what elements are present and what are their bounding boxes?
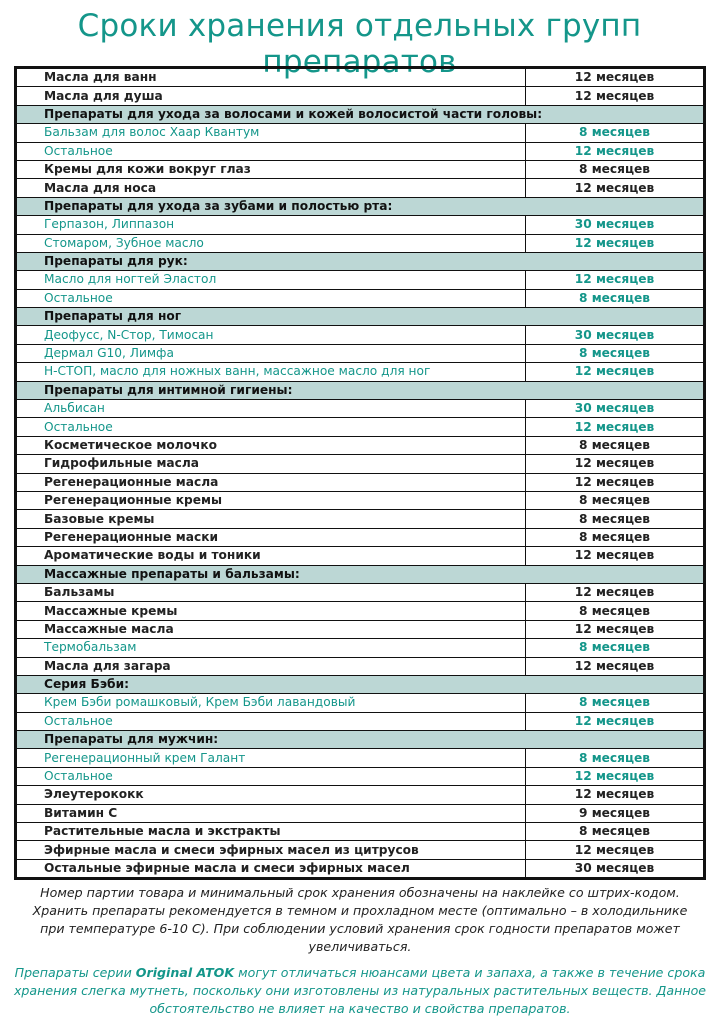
shelf-life: 8 месяцев [526,749,704,767]
shelf-life: 30 месяцев [526,859,704,877]
product-name: Массажные масла [17,620,526,638]
product-name: Элеутерококк [17,786,526,804]
shelf-life: 12 месяцев [526,786,704,804]
section-title: Массажные препараты и бальзамы: [17,565,703,583]
table-row [17,473,703,491]
page-title: Сроки хранения отдельных групп препаратов [77,8,642,80]
product-name: Витамин С [17,804,526,822]
shelf-life: 8 месяцев [526,528,704,546]
section-header-row [17,565,703,583]
product-name: Остальное [17,142,526,160]
table-row [17,859,703,877]
shelf-life: 12 месяцев [526,473,704,491]
brand-note [10,964,710,1018]
brand-name: Original ATOK [135,965,235,980]
table-row [17,547,703,565]
table-row [17,804,703,822]
section-title: Препараты для ног [17,308,703,326]
shelf-life: 8 месяцев [526,823,704,841]
section-title: Препараты для рук: [17,252,703,270]
product-name: Базовые кремы [17,510,526,528]
shelf-life: 12 месяцев [526,179,704,197]
table-row [17,823,703,841]
product-name: Остальное [17,418,526,436]
product-name: Деофусс, N-Стор, Тимосан [17,326,526,344]
shelf-life: 8 месяцев [526,491,704,509]
table-row [17,418,703,436]
shelf-life: 12 месяцев [526,271,704,289]
table-row [17,179,703,197]
table-row [17,142,703,160]
section-title: Препараты для мужчин: [17,731,703,749]
brand-note-text: Препараты серии [14,965,136,980]
shelf-life: 8 месяцев [526,436,704,454]
table-row [17,657,703,675]
shelf-life: 12 месяцев [526,142,704,160]
note-line: увеличиваться. [308,939,412,954]
table-row [17,344,703,362]
shelf-life: 12 месяцев [526,363,704,381]
section-header-row [17,308,703,326]
table-row [17,491,703,509]
product-name: Растительные масла и экстракты [17,823,526,841]
table-row [17,455,703,473]
shelf-life: 8 месяцев [526,510,704,528]
product-name: Герпазон, Липпазон [17,216,526,234]
shelf-life: 12 месяцев [526,234,704,252]
table-row [17,363,703,381]
brand-note-text: хранения слегка мутнеть, поскольку они изготовлены из натуральных растительных веществ. Данное [13,983,707,998]
brand-note-text: могут отличаться нюансами цвета и запаха, а также в течение срока [234,965,706,980]
table-row [17,69,703,87]
shelf-life: 12 месяцев [526,87,704,105]
table-row [17,160,703,178]
shelf-life: 8 месяцев [526,694,704,712]
product-name: Дермал G10, Лимфа [17,344,526,362]
table-row [17,786,703,804]
table-row [17,528,703,546]
shelf-life: 12 месяцев [526,547,704,565]
product-name: Масла для ванн [17,69,526,87]
table-row [17,124,703,142]
table-row [17,583,703,601]
section-header-row [17,252,703,270]
shelf-life: 12 месяцев [526,455,704,473]
product-name: Гидрофильные масла [17,455,526,473]
brand-note-text: обстоятельство не влияет на качество и свойства препаратов. [149,1001,571,1016]
table-row [17,841,703,859]
shelf-life: 12 месяцев [526,69,704,87]
table-row [17,436,703,454]
table-row [17,767,703,785]
shelf-life: 12 месяцев [526,841,704,859]
shelf-life: 8 месяцев [526,289,704,307]
product-name: Альбисан [17,400,526,418]
section-title: Препараты для интимной гигиены: [17,381,703,399]
shelf-life: 30 месяцев [526,400,704,418]
product-name: Регенерационный крем Галант [17,749,526,767]
product-name: Н-СТОП, масло для ножных ванн, массажное масло для ног [17,363,526,381]
shelf-life: 12 месяцев [526,712,704,730]
product-name: Регенерационные масла [17,473,526,491]
table-row [17,216,703,234]
shelf-life: 12 месяцев [526,620,704,638]
shelf-life: 12 месяцев [526,767,704,785]
shelf-life: 8 месяцев [526,602,704,620]
note-line: Номер партии товара и минимальный срок хранения обозначены на наклейке со штрих-кодом. [40,885,680,900]
product-name: Крем Бэби ромашковый, Крем Бэби лавандовый [17,694,526,712]
product-name: Масло для ногтей Эластол [17,271,526,289]
product-name: Масла для носа [17,179,526,197]
section-header-row [17,675,703,693]
product-name: Стомаром, Зубное масло [17,234,526,252]
section-header-row [17,197,703,215]
shelf-life: 8 месяцев [526,160,704,178]
shelf-life: 9 месяцев [526,804,704,822]
product-name: Регенерационные маски [17,528,526,546]
table-row [17,694,703,712]
section-title: Препараты для ухода за волосами и кожей волосистой части головы: [17,105,703,123]
storage-table [14,66,706,880]
table-row [17,749,703,767]
product-name: Регенерационные кремы [17,491,526,509]
table-row [17,326,703,344]
shelf-life: 12 месяцев [526,657,704,675]
product-name: Массажные кремы [17,602,526,620]
table-row [17,639,703,657]
shelf-life: 12 месяцев [526,583,704,601]
table-row [17,602,703,620]
product-name: Термобальзам [17,639,526,657]
shelf-life: 8 месяцев [526,124,704,142]
product-name: Масла для загара [17,657,526,675]
product-name: Масла для душа [17,87,526,105]
section-header-row [17,105,703,123]
section-title: Серия Бэби: [17,675,703,693]
footer-notes [10,884,710,1018]
section-header-row [17,381,703,399]
product-name: Остальное [17,712,526,730]
table-row [17,510,703,528]
product-name: Бальзам для волос Хаар Квантум [17,124,526,142]
table-row [17,400,703,418]
shelf-life: 12 месяцев [526,418,704,436]
product-name: Остальное [17,289,526,307]
section-header-row [17,731,703,749]
shelf-life: 8 месяцев [526,639,704,657]
storage-table-body [17,69,703,877]
product-name: Бальзамы [17,583,526,601]
shelf-life: 30 месяцев [526,326,704,344]
note-line: Хранить препараты рекомендуется в темном и прохладном месте (оптимально – в холодильнике [32,903,688,918]
table-row [17,289,703,307]
section-title: Препараты для ухода за зубами и полостью рта: [17,197,703,215]
product-name: Остальное [17,767,526,785]
product-name: Косметическое молочко [17,436,526,454]
note-line: при температуре 6-10 С). При соблюдении условий хранения срок годности препаратов может [40,921,680,936]
product-name: Остальные эфирные масла и смеси эфирных масел [44,860,410,875]
product-name: Эфирные масла и смеси эфирных масел из цитрусов [17,841,526,859]
table-row [17,712,703,730]
table-row [17,234,703,252]
product-name: Ароматические воды и тоники [17,547,526,565]
shelf-life: 8 месяцев [526,344,704,362]
table-row [17,87,703,105]
product-name: Кремы для кожи вокруг глаз [17,160,526,178]
table-row [17,271,703,289]
shelf-life: 30 месяцев [526,216,704,234]
table-row [17,620,703,638]
